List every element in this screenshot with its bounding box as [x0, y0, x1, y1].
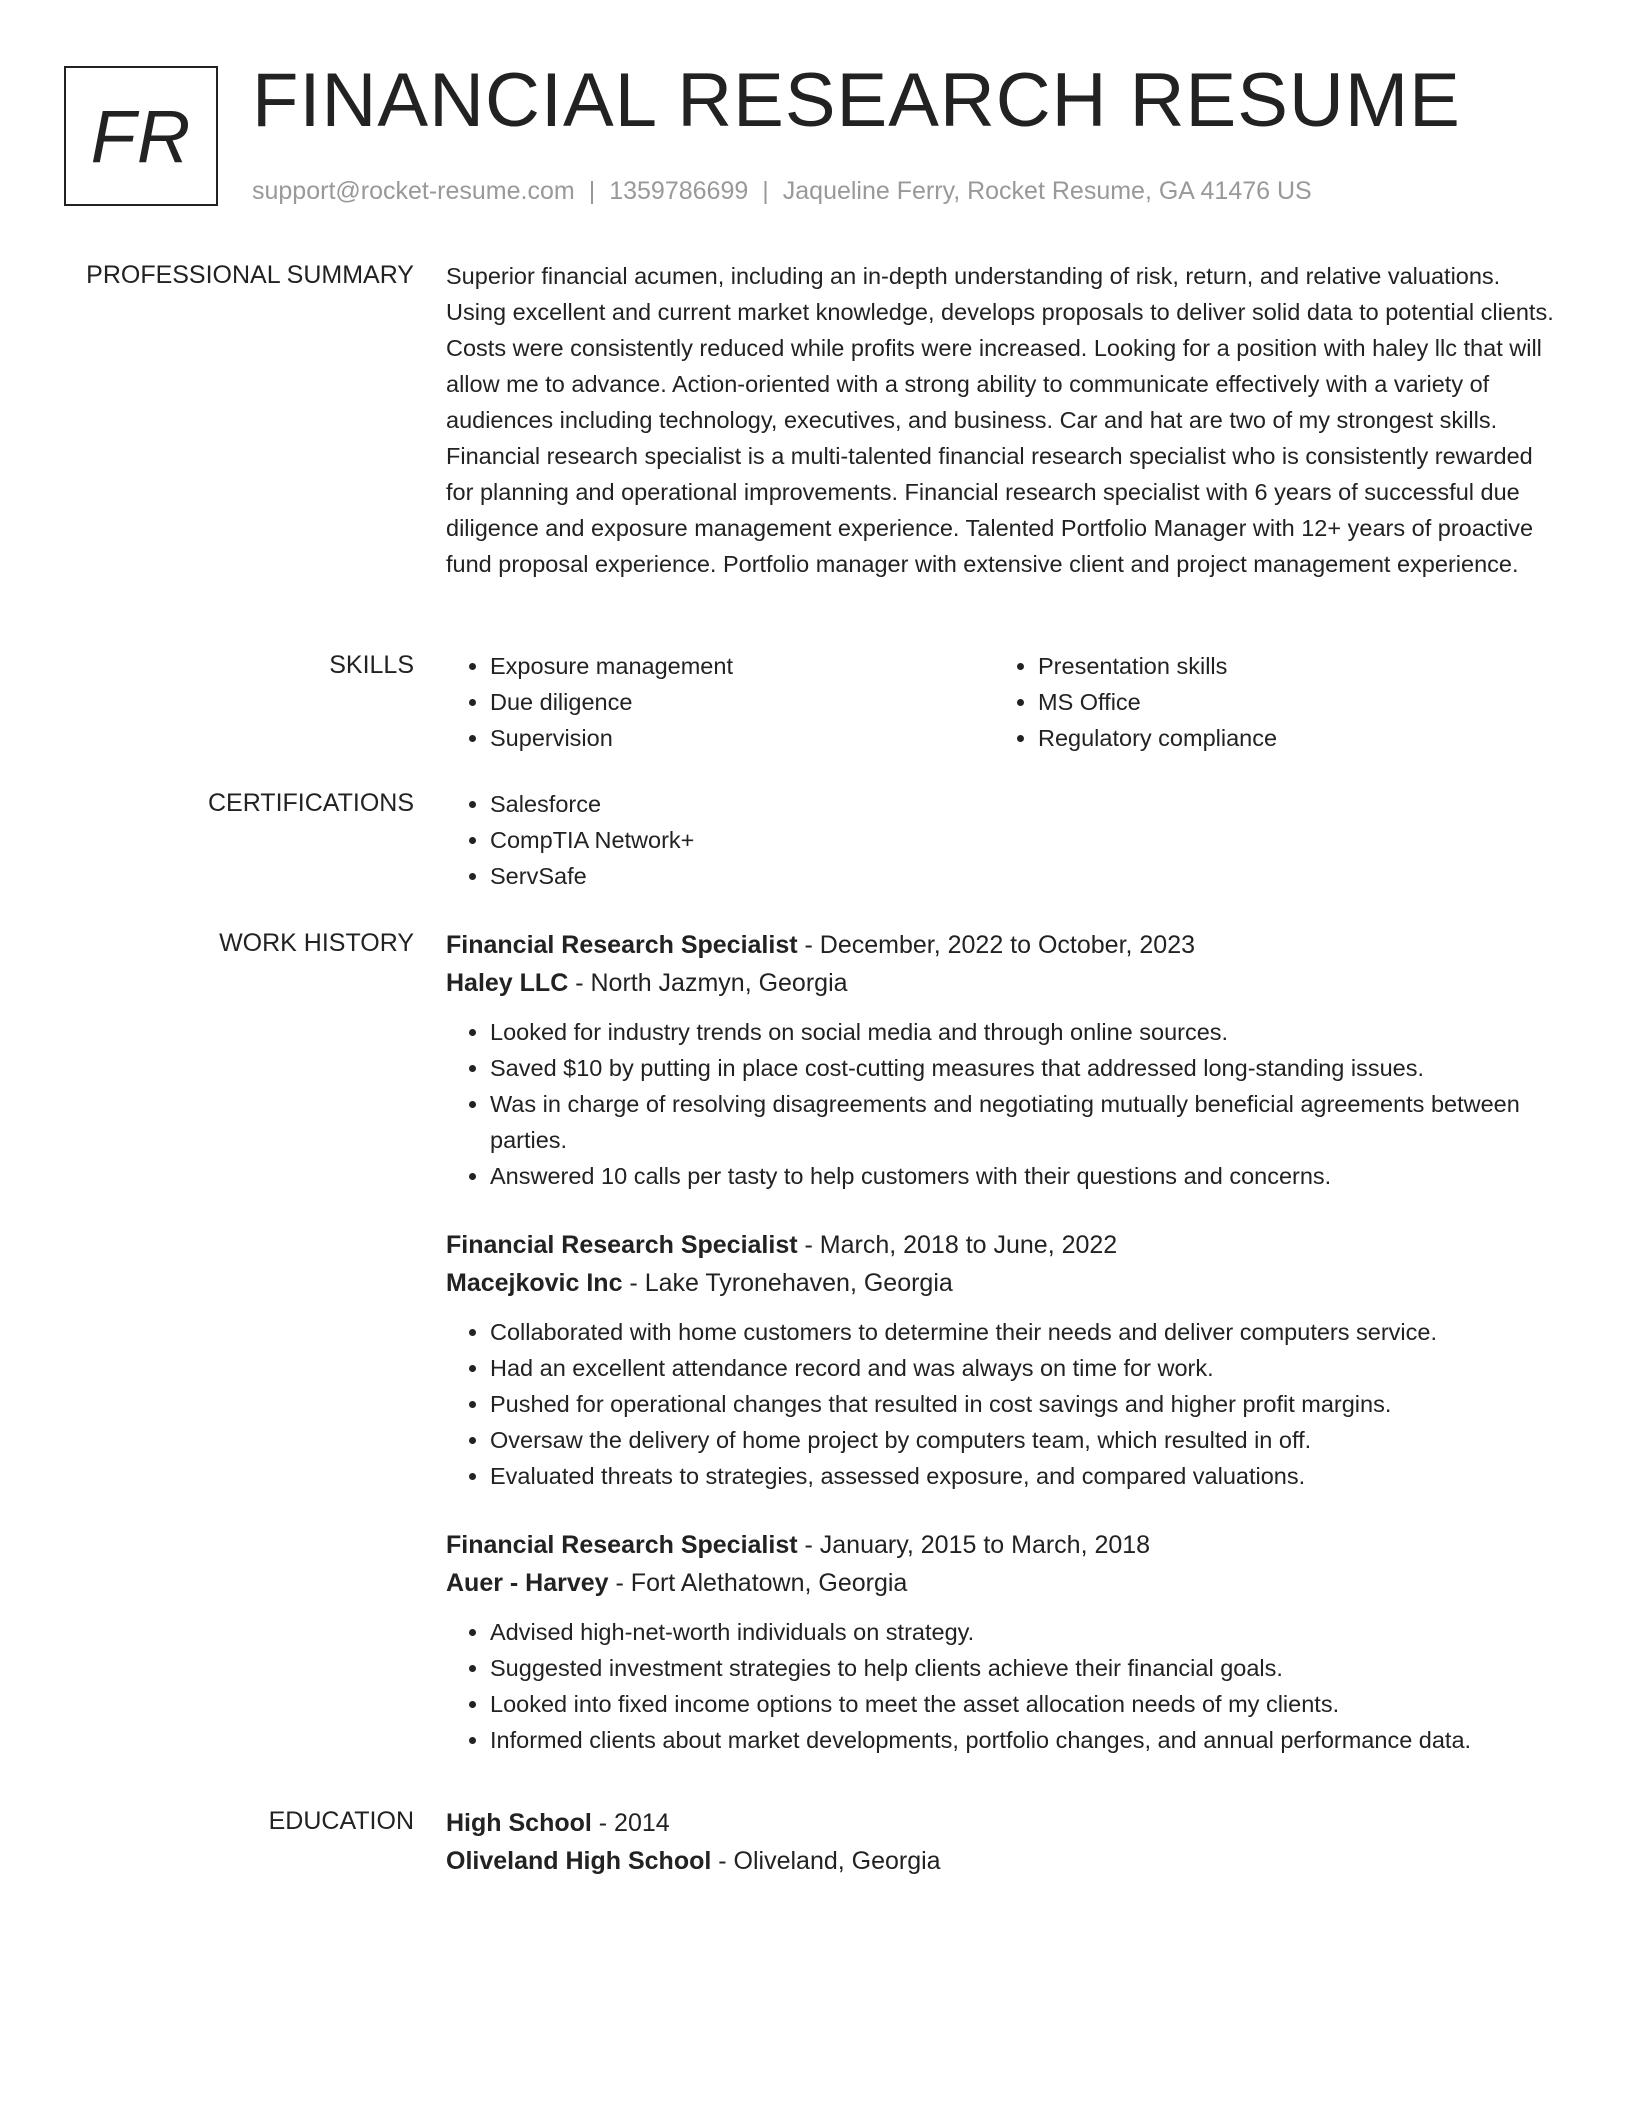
job-company-line	[446, 1264, 1562, 1302]
education-school: Oliveland High School	[446, 1847, 712, 1875]
job-company: Haley LLC	[446, 969, 569, 997]
job-dates: - December, 2022 to October, 2023	[797, 931, 1196, 959]
work-history-body	[446, 926, 1562, 1758]
job-entry	[446, 926, 1562, 1194]
skill-item: • Supervision	[490, 720, 994, 756]
skills-label: SKILLS	[329, 651, 414, 679]
skills-list-left	[446, 648, 994, 756]
job-bullet: • Oversaw the delivery of home project by computers team, which resulted in off.	[490, 1422, 1562, 1458]
summary-label: PROFESSIONAL SUMMARY	[86, 261, 414, 289]
job-title: Financial Research Specialist	[446, 1531, 798, 1559]
job-bullet: • Looked into fixed income options to meet the asset allocation needs of my clients.	[490, 1686, 1562, 1722]
education-body	[446, 1804, 1562, 1880]
job-bullet: • Saved $10 by putting in place cost-cutting measures that addressed long-standing issues.	[490, 1050, 1562, 1086]
contact-phone: 1359786699	[609, 177, 749, 205]
job-bullet: • Pushed for operational changes that resulted in cost savings and higher profit margins.	[490, 1386, 1562, 1422]
job-title: Financial Research Specialist	[446, 931, 798, 959]
job-title-line	[446, 926, 1562, 964]
job-bullets	[446, 1614, 1562, 1758]
job-location: - Fort Alethatown, Georgia	[608, 1569, 908, 1597]
job-company: Auer - Harvey	[446, 1569, 609, 1597]
job-bullet: • Advised high-net-worth individuals on strategy.	[490, 1614, 1562, 1650]
job-bullet: • Collaborated with home customers to determine their needs and deliver computers service.	[490, 1314, 1562, 1350]
education-degree-line	[446, 1804, 1562, 1842]
education-label: EDUCATION	[268, 1807, 414, 1835]
skill-item: • Presentation skills	[1038, 648, 1542, 684]
skill-item: • Due diligence	[490, 684, 994, 720]
job-entry	[446, 1526, 1562, 1758]
summary-text: Superior financial acumen, including an in-depth understanding of risk, return, and relative valuations. Using excellent and current market knowledge, develops proposals to deliver solid data to potential clients. Costs were consistently reduced while profits were increased. Looking for a position with haley llc that will allow me to advance. Action-oriented with a strong ability to communicate effectively with a variety of audiences including technology, executives, and business. Car and hat are two of my strongest skills. Financial research specialist is a multi-talented financial research specialist who is consistently rewarded for planning and operational improvements. Financial research specialist with 6 years of successful due diligence and exposure management experience. Talented Portfolio Manager with 12+ years of proactive fund proposal experience. Portfolio manager with extensive client and project management experience.	[446, 263, 1554, 577]
education-year: - 2014	[591, 1809, 670, 1837]
certification-item: • CompTIA Network+	[490, 822, 1562, 858]
skill-item: • Regulatory compliance	[1038, 720, 1542, 756]
job-bullet: • Looked for industry trends on social media and through online sources.	[490, 1014, 1562, 1050]
job-bullet: • Had an excellent attendance record and was always on time for work.	[490, 1350, 1562, 1386]
job-bullet: • Answered 10 calls per tasty to help customers with their questions and concerns.	[490, 1158, 1562, 1194]
education-location: - Oliveland, Georgia	[711, 1847, 941, 1875]
job-title: Financial Research Specialist	[446, 1231, 798, 1259]
job-bullet: • Suggested investment strategies to help clients achieve their financial goals.	[490, 1650, 1562, 1686]
job-dates: - March, 2018 to June, 2022	[797, 1231, 1118, 1259]
job-location: - North Jazmyn, Georgia	[568, 969, 848, 997]
job-entry	[446, 1226, 1562, 1494]
contact-address: Jaqueline Ferry, Rocket Resume, GA 41476 US	[782, 177, 1312, 205]
certification-item: • Salesforce	[490, 786, 1562, 822]
certification-item: • ServSafe	[490, 858, 1562, 894]
job-bullets	[446, 1314, 1562, 1494]
contact-email: support@rocket-resume.com	[252, 177, 575, 205]
job-company-line	[446, 964, 1562, 1002]
education-school-line	[446, 1842, 1562, 1880]
job-title-line	[446, 1526, 1562, 1564]
contact-separator: |	[762, 177, 769, 205]
job-dates: - January, 2015 to March, 2018	[797, 1531, 1151, 1559]
certifications-body	[446, 786, 1562, 894]
skills-body	[446, 648, 1562, 756]
skill-item: • MS Office	[1038, 684, 1542, 720]
resume-title: FINANCIAL RESEARCH RESUME	[252, 58, 1461, 143]
skills-list-right	[994, 648, 1542, 756]
work-history-label: WORK HISTORY	[219, 929, 414, 957]
job-bullets	[446, 1014, 1562, 1194]
job-title-line	[446, 1226, 1562, 1264]
contact-line	[252, 174, 1312, 208]
contact-separator: |	[588, 177, 596, 205]
skill-item: • Exposure management	[490, 648, 994, 684]
certifications-list	[446, 786, 1562, 894]
monogram: FR	[64, 66, 218, 206]
certifications-label: CERTIFICATIONS	[207, 789, 414, 817]
job-company: Macejkovic Inc	[446, 1269, 623, 1297]
job-bullet: • Informed clients about market developments, portfolio changes, and annual performance data.	[490, 1722, 1562, 1758]
education-degree: High School	[446, 1809, 592, 1837]
job-bullet: • Evaluated threats to strategies, assessed exposure, and compared valuations.	[490, 1458, 1562, 1494]
summary-body	[446, 258, 1562, 582]
job-location: - Lake Tyronehaven, Georgia	[622, 1269, 953, 1297]
job-company-line	[446, 1564, 1562, 1602]
job-bullet: • Was in charge of resolving disagreements and negotiating mutually beneficial agreements between parties.	[490, 1086, 1562, 1158]
